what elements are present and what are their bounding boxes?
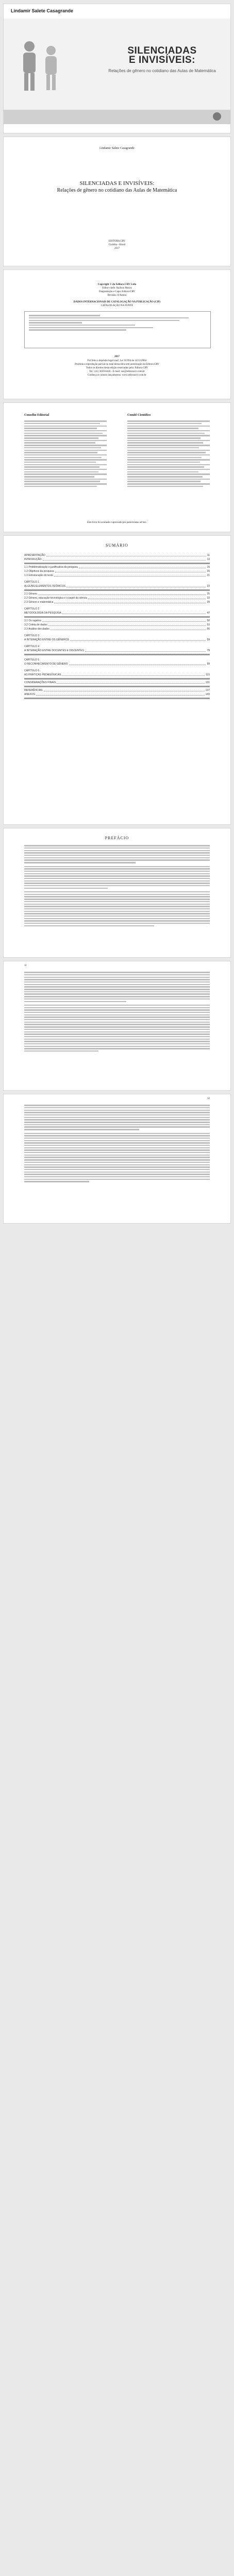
preface-title: PREFÁCIO xyxy=(105,836,129,840)
toc-entry[interactable] xyxy=(24,692,210,697)
cover-title-line1: SILENCIADAS xyxy=(127,45,197,56)
toc-chapter-rule xyxy=(24,654,210,655)
toc-entry-page: 56 xyxy=(207,628,210,631)
toc-entry-title: 1.2 Objetivos da pesquisa xyxy=(24,570,54,573)
preface-page xyxy=(4,828,230,957)
toc-entry-page: 39 xyxy=(207,601,210,604)
toc-entry[interactable] xyxy=(24,619,210,623)
toc-entry-page: 143 xyxy=(205,693,210,696)
toc-entry-page: 53 xyxy=(207,623,210,626)
toc-title: SUMÁRIO xyxy=(106,543,128,548)
council-left-list xyxy=(24,419,107,488)
title-page-title: SILENCIADAS E INVISÍVEIS: xyxy=(79,180,155,187)
toc-entry-title: O RECONHECIMENTO DE GÊNERO xyxy=(24,663,68,666)
toc-page xyxy=(4,536,230,824)
toc-entry-page: 131 xyxy=(205,681,210,684)
toc-dot-leader xyxy=(85,651,206,652)
title-page-author: Lindamir Salete Casagrande xyxy=(99,147,135,150)
toc-chapter-label: CAPÍTULO 5 xyxy=(24,658,40,662)
body-page-2 xyxy=(4,1094,230,1223)
toc-entry-page: 99 xyxy=(207,663,210,666)
toc-entry-page: 13 xyxy=(207,558,210,561)
toc-entry[interactable] xyxy=(24,592,210,596)
toc-entry-title: ALGUNS ELEMENTOS TEÓRICOS xyxy=(24,585,66,588)
toc-entry-page: 20 xyxy=(207,570,210,573)
copyright-line4: Revisão: A Autora xyxy=(107,294,127,297)
toc-entry[interactable] xyxy=(24,649,210,653)
publisher-logo-icon xyxy=(213,112,221,121)
publisher-year: 2017 xyxy=(114,247,120,250)
toc-entry-page: 47 xyxy=(207,612,210,615)
cover-illustration xyxy=(14,35,71,97)
cover-bottom-band xyxy=(4,110,230,124)
toc-entry[interactable] xyxy=(24,688,210,692)
toc-entry[interactable] xyxy=(24,611,210,615)
toc-entry[interactable] xyxy=(24,565,210,569)
toc-chapter-label: CAPÍTULO 1 xyxy=(24,581,40,584)
toc-entry-title: AS PRÁTICAS PEDAGÓGICAS xyxy=(24,673,61,676)
toc-entry-title: METODOLOGIA DA PESQUISA xyxy=(24,612,61,615)
copyright-footer3: Todos os direitos desta edição reservados pela: Editora CRV xyxy=(86,367,148,369)
toc-chapter-label: CAPÍTULO 3 xyxy=(24,634,40,637)
toc-entry-page: 23 xyxy=(207,585,210,588)
toc-list xyxy=(24,553,210,700)
copyright-page xyxy=(4,270,230,399)
copyright-line1: Copyright © da Editora CRV Ltda xyxy=(97,283,137,286)
toc-entry-title: 3.1 Os sujeitos xyxy=(24,619,42,622)
toc-entry-page: 50 xyxy=(207,619,210,622)
toc-entry-title: A INTERAÇÃO ENTRE OS GÊNEROS xyxy=(24,638,69,641)
page-number-12: 12 xyxy=(207,1097,210,1100)
toc-chapter-rule xyxy=(24,686,210,687)
toc-chapter-rule xyxy=(24,678,210,680)
copyright-year: 2017 xyxy=(114,355,120,358)
toc-entry-page: 115 xyxy=(206,673,210,676)
title-page-subtitle: Relações de gênero no cotidiano das Aulas de Matemática xyxy=(57,188,177,193)
copyright-line3: Diagramação e Capa: Editora CRV xyxy=(98,291,136,293)
toc-entry[interactable] xyxy=(24,584,210,588)
body-page-1 xyxy=(4,961,230,1090)
toc-entry-title: ANEXOS xyxy=(24,693,35,696)
toc-entry-page: 33 xyxy=(207,597,210,600)
toc-chapter-rule xyxy=(24,616,210,618)
toc-entry[interactable] xyxy=(24,662,210,666)
cover-title-line2: E INVISÍVEIS: xyxy=(129,55,195,65)
toc-entry[interactable] xyxy=(24,627,210,631)
toc-entry[interactable] xyxy=(24,553,210,557)
toc-entry-page: 25 xyxy=(207,592,210,596)
toc-entry[interactable] xyxy=(24,596,210,600)
page-number-11: 11 xyxy=(24,964,27,967)
toc-entry[interactable] xyxy=(24,557,210,562)
copyright-footer1: Foi feito o depósito legal conf. Lei 10.994 de 14/12/2004 xyxy=(87,360,147,362)
toc-entry[interactable] xyxy=(24,573,210,578)
title-page xyxy=(4,137,230,266)
toc-entry-page: 21 xyxy=(207,574,210,577)
toc-entry-page: 79 xyxy=(207,649,210,652)
toc-dot-leader xyxy=(70,640,206,641)
toc-entry-page: 15 xyxy=(207,566,210,569)
body-text-2 xyxy=(24,1104,210,1183)
toc-entry-title: APRESENTAÇÃO xyxy=(24,554,45,557)
toc-chapter-label: CAPÍTULO 4 xyxy=(24,645,40,648)
toc-dot-leader xyxy=(43,560,206,561)
toc-entry-title: CONSIDERAÇÕES FINAIS xyxy=(24,681,56,684)
copyright-footer4: Tel.: (41) 3039-6418 - E-mail: sac@editoracrv.com.br xyxy=(89,370,145,373)
toc-entry-title: REFERÊNCIAS xyxy=(24,689,43,692)
toc-dot-leader xyxy=(36,695,205,696)
toc-entry-title: 2.1 Gênero xyxy=(24,592,38,596)
toc-entry[interactable] xyxy=(24,569,210,573)
council-right-list xyxy=(127,419,210,488)
toc-dot-leader xyxy=(42,621,206,622)
toc-entry-title: 2.2 Gênero, educação tecnológica e o papel da ciência xyxy=(24,597,88,600)
toc-entry[interactable] xyxy=(24,673,210,677)
toc-entry-title: 3.2 Coleta de dados xyxy=(24,623,47,626)
toc-entry-title: 3.3 Análise dos dados xyxy=(24,628,49,631)
toc-dot-leader xyxy=(57,683,204,684)
publisher-city: Curitiba - Brasil xyxy=(108,243,126,246)
cover-title xyxy=(102,46,223,65)
toc-entry[interactable] xyxy=(24,681,210,685)
toc-chapter-label: CAPÍTULO 2 xyxy=(24,607,40,611)
toc-chapter-rule xyxy=(24,563,210,564)
toc-entry-title: 2.3 Gênero e matemática xyxy=(24,601,54,604)
preface-body xyxy=(24,844,210,927)
copyright-line2: Editor-chefe: Railson Moura xyxy=(102,287,132,290)
cover-subtitle: Relações de gênero no cotidiano das Aulas de Matemática xyxy=(108,69,216,73)
cip-title: DADOS INTERNACIONAIS DE CATALOGAÇÃO NA PUBLICAÇÃO (CIP) xyxy=(73,301,161,303)
cip-box xyxy=(24,311,211,348)
toc-dot-leader xyxy=(54,576,206,577)
copyright-footer2: Proibida a reprodução parcial ou total desta obra sem autorização da Editora CRV xyxy=(75,363,159,366)
title-page-publisher xyxy=(4,240,230,250)
toc-entry-page: 137 xyxy=(205,689,210,692)
toc-entry-page: 11 xyxy=(207,554,210,557)
toc-entry-title: INTRODUÇÃO xyxy=(24,558,42,561)
toc-chapter-rule xyxy=(24,698,210,699)
council-right-title: Comitê Científico xyxy=(127,414,151,417)
toc-chapter-rule xyxy=(24,589,210,591)
body-text-1 xyxy=(24,971,210,1053)
toc-chapter-label: CAPÍTULO 6 xyxy=(24,669,40,672)
council-page xyxy=(4,403,230,532)
toc-dot-leader xyxy=(48,625,206,626)
publisher-name: EDITORA CRV xyxy=(108,240,126,243)
cip-subtitle: CATALOGAÇÃO NA FONTE xyxy=(101,304,133,307)
toc-entry[interactable] xyxy=(24,638,210,642)
toc-entry-title: 1.1 Problematização e justificativa da pesquisa xyxy=(24,566,78,569)
toc-entry[interactable] xyxy=(24,623,210,627)
toc-entry-title: A INTERAÇÃO ENTRE DOCENTES E DISCENTES xyxy=(24,649,84,652)
toc-entry-page: 59 xyxy=(207,638,210,641)
toc-entry[interactable] xyxy=(24,600,210,604)
cover-author: Lindamir Salete Casagrande xyxy=(11,8,74,13)
toc-entry-title: 1.3 Estruturação do texto xyxy=(24,574,53,577)
council-left-title: Conselho Editorial xyxy=(24,414,49,417)
council-note: Este livro foi avaliado e aprovado por pareceristas ad hoc. xyxy=(87,521,147,524)
copyright-footer5: Conheça os nossos lançamentos: www.editoracrv.com.br xyxy=(88,374,146,377)
cover-page xyxy=(4,4,230,133)
toc-dot-leader xyxy=(62,675,205,676)
